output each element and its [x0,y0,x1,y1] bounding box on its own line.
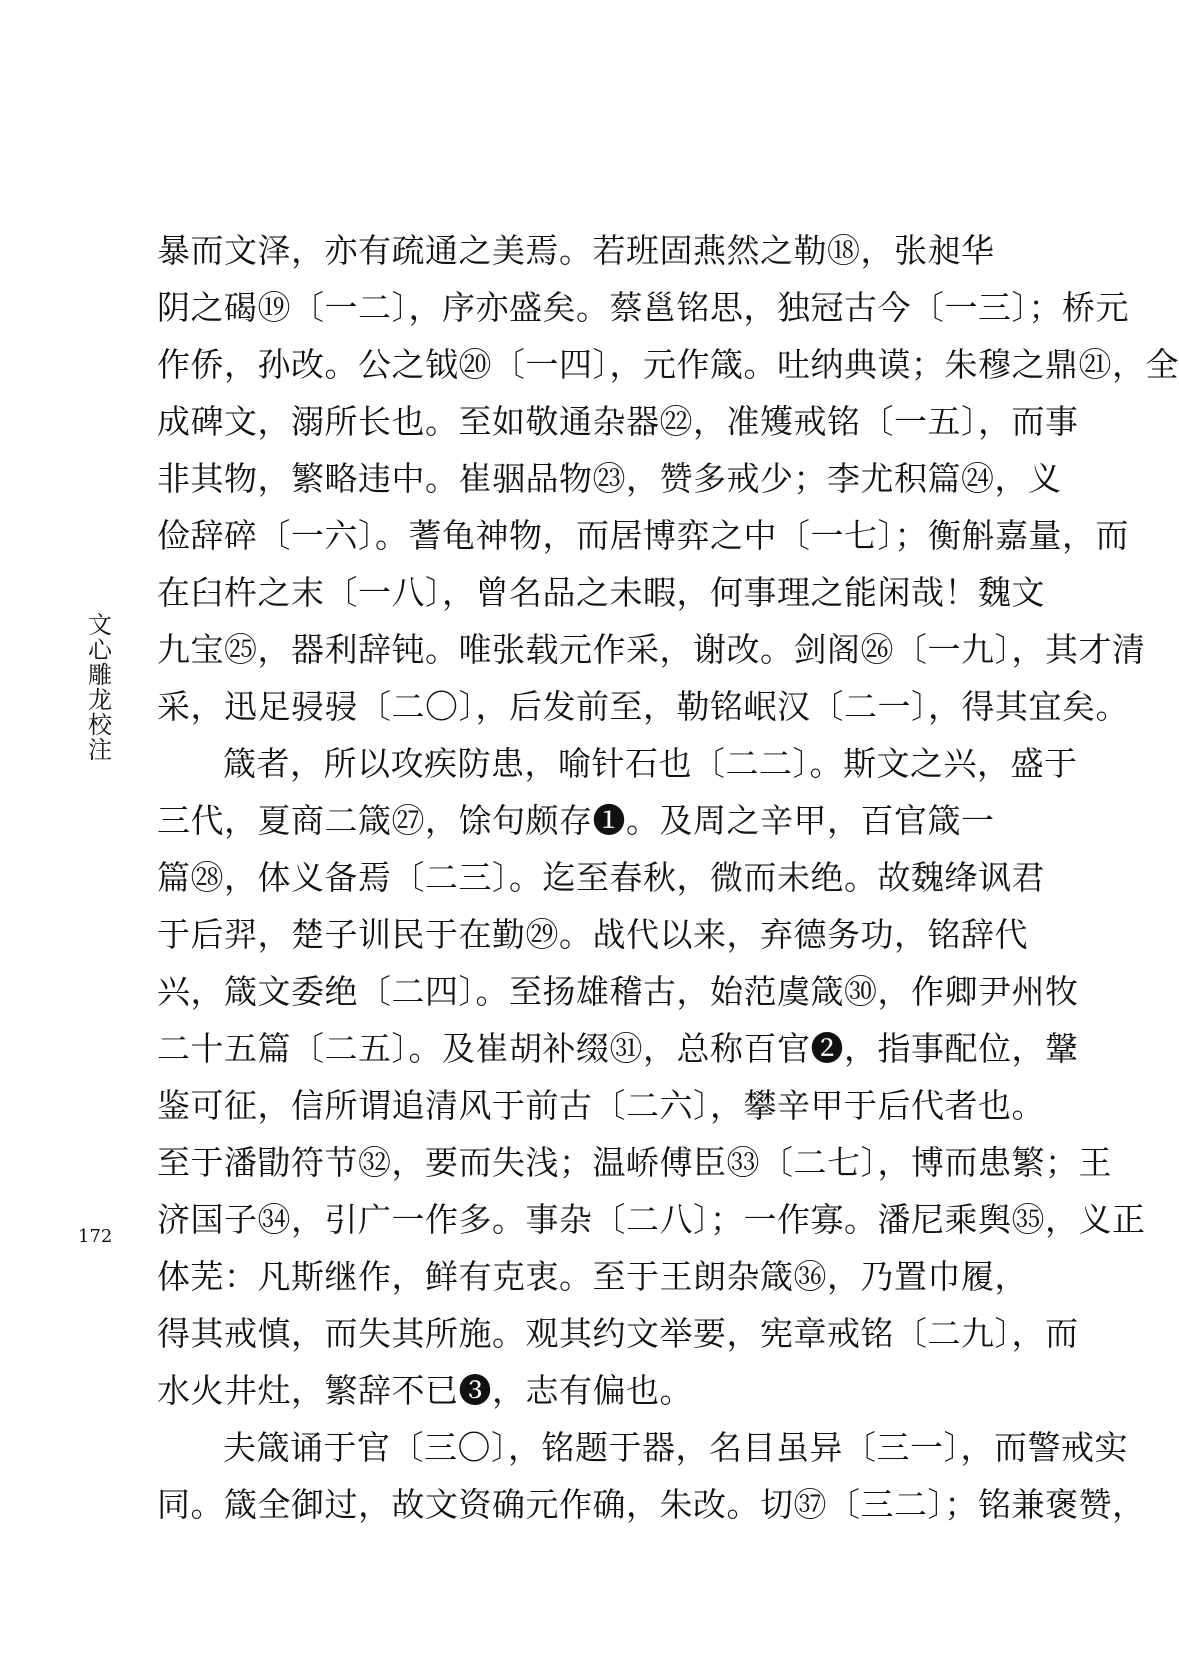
page-number: 172 [78,1226,113,1247]
text-line: 作侨，孙改。公之钺⑳〔一四〕，元作箴。吐纳典谟；朱穆之鼎㉑，全 [157,345,1179,384]
text-line: 在臼杵之末〔一八〕，曾名品之未暇，何事理之能闲哉！魏文 [157,573,1045,612]
text-line: 采，迅足骎骎〔二〇〕，后发前至，勒铭岷汉〔二一〕，得其宜矣。 [157,687,1129,726]
text-line: 得其戒慎，而失其所施。观其约文举要，宪章戒铭〔二九〕，而 [157,1314,1079,1353]
text-line: 成碑文，溺所长也。至如敬通杂器㉒，准矱戒铭〔一五〕，而事 [157,402,1079,441]
text-line: 兴，箴文委绝〔二四〕。至扬雄稽古，始范虞箴㉚，作卿尹州牧 [157,972,1079,1011]
text-line: 非其物，繁略违中。崔骃品物㉓，赞多戒少；李尤积篇㉔，义 [157,459,1062,498]
text-line: 暴而文泽，亦有疏通之美焉。若班固燕然之勒⑱，张昶华 [157,231,995,270]
text-line: 至于潘勖符节㉜，要而失浅；温峤傅臣㉝〔二七〕，博而患繁；王 [157,1143,1112,1182]
text-line: 鉴可征，信所谓追清风于前古〔二六〕，攀辛甲于后代者也。 [157,1086,1045,1125]
text-line: 二十五篇〔二五〕。及崔胡补缀㉛，总称百官❷，指事配位，鞶 [157,1029,1079,1068]
text-line: 篇㉘，体义备焉〔二三〕。迄至春秋，微而未绝。故魏绛讽君 [157,858,1045,897]
text-line: 济国子㉞，引广一作多。事杂〔二八〕；一作寡。潘尼乘舆㉟，义正 [157,1200,1146,1239]
text-line: 夫箴诵于官〔三〇〕，铭题于器，名目虽异〔三一〕，而警戒实 [223,1428,1128,1467]
text-line: 同。箴全御过，故文资确元作确，朱改。切㊲〔三二〕；铭兼褒赞， [157,1485,1146,1524]
text-line: 俭辞碎〔一六〕。蓍龟神物，而居博弈之中〔一七〕；衡斛嘉量，而 [157,516,1129,555]
text-line: 水火井灶，繁辞不已❸，志有偏也。 [157,1371,693,1410]
running-head: 文心雕龙校注 [88,611,112,764]
text-line: 箴者，所以攻疾防患，喻针石也〔二二〕。斯文之兴，盛于 [223,744,1078,783]
text-body [157,222,1179,1533]
text-line: 于后羿，楚子训民于在勤㉙。战代以来，弃德务功，铭辞代 [157,915,1028,954]
text-line: 体芜：凡斯继作，鲜有克衷。至于王朗杂箴㊱，乃置巾履， [157,1257,1028,1296]
text-line: 三代，夏商二箴㉗，馀句颇存❶。及周之辛甲，百官箴一 [157,801,995,840]
text-line: 阴之碣⑲〔一二〕，序亦盛矣。蔡邕铭思，独冠古今〔一三〕；桥元 [157,288,1129,327]
text-line: 九宝㉕，器利辞钝。唯张载元作采，谢改。剑阁㉖〔一九〕，其才清 [157,630,1146,669]
